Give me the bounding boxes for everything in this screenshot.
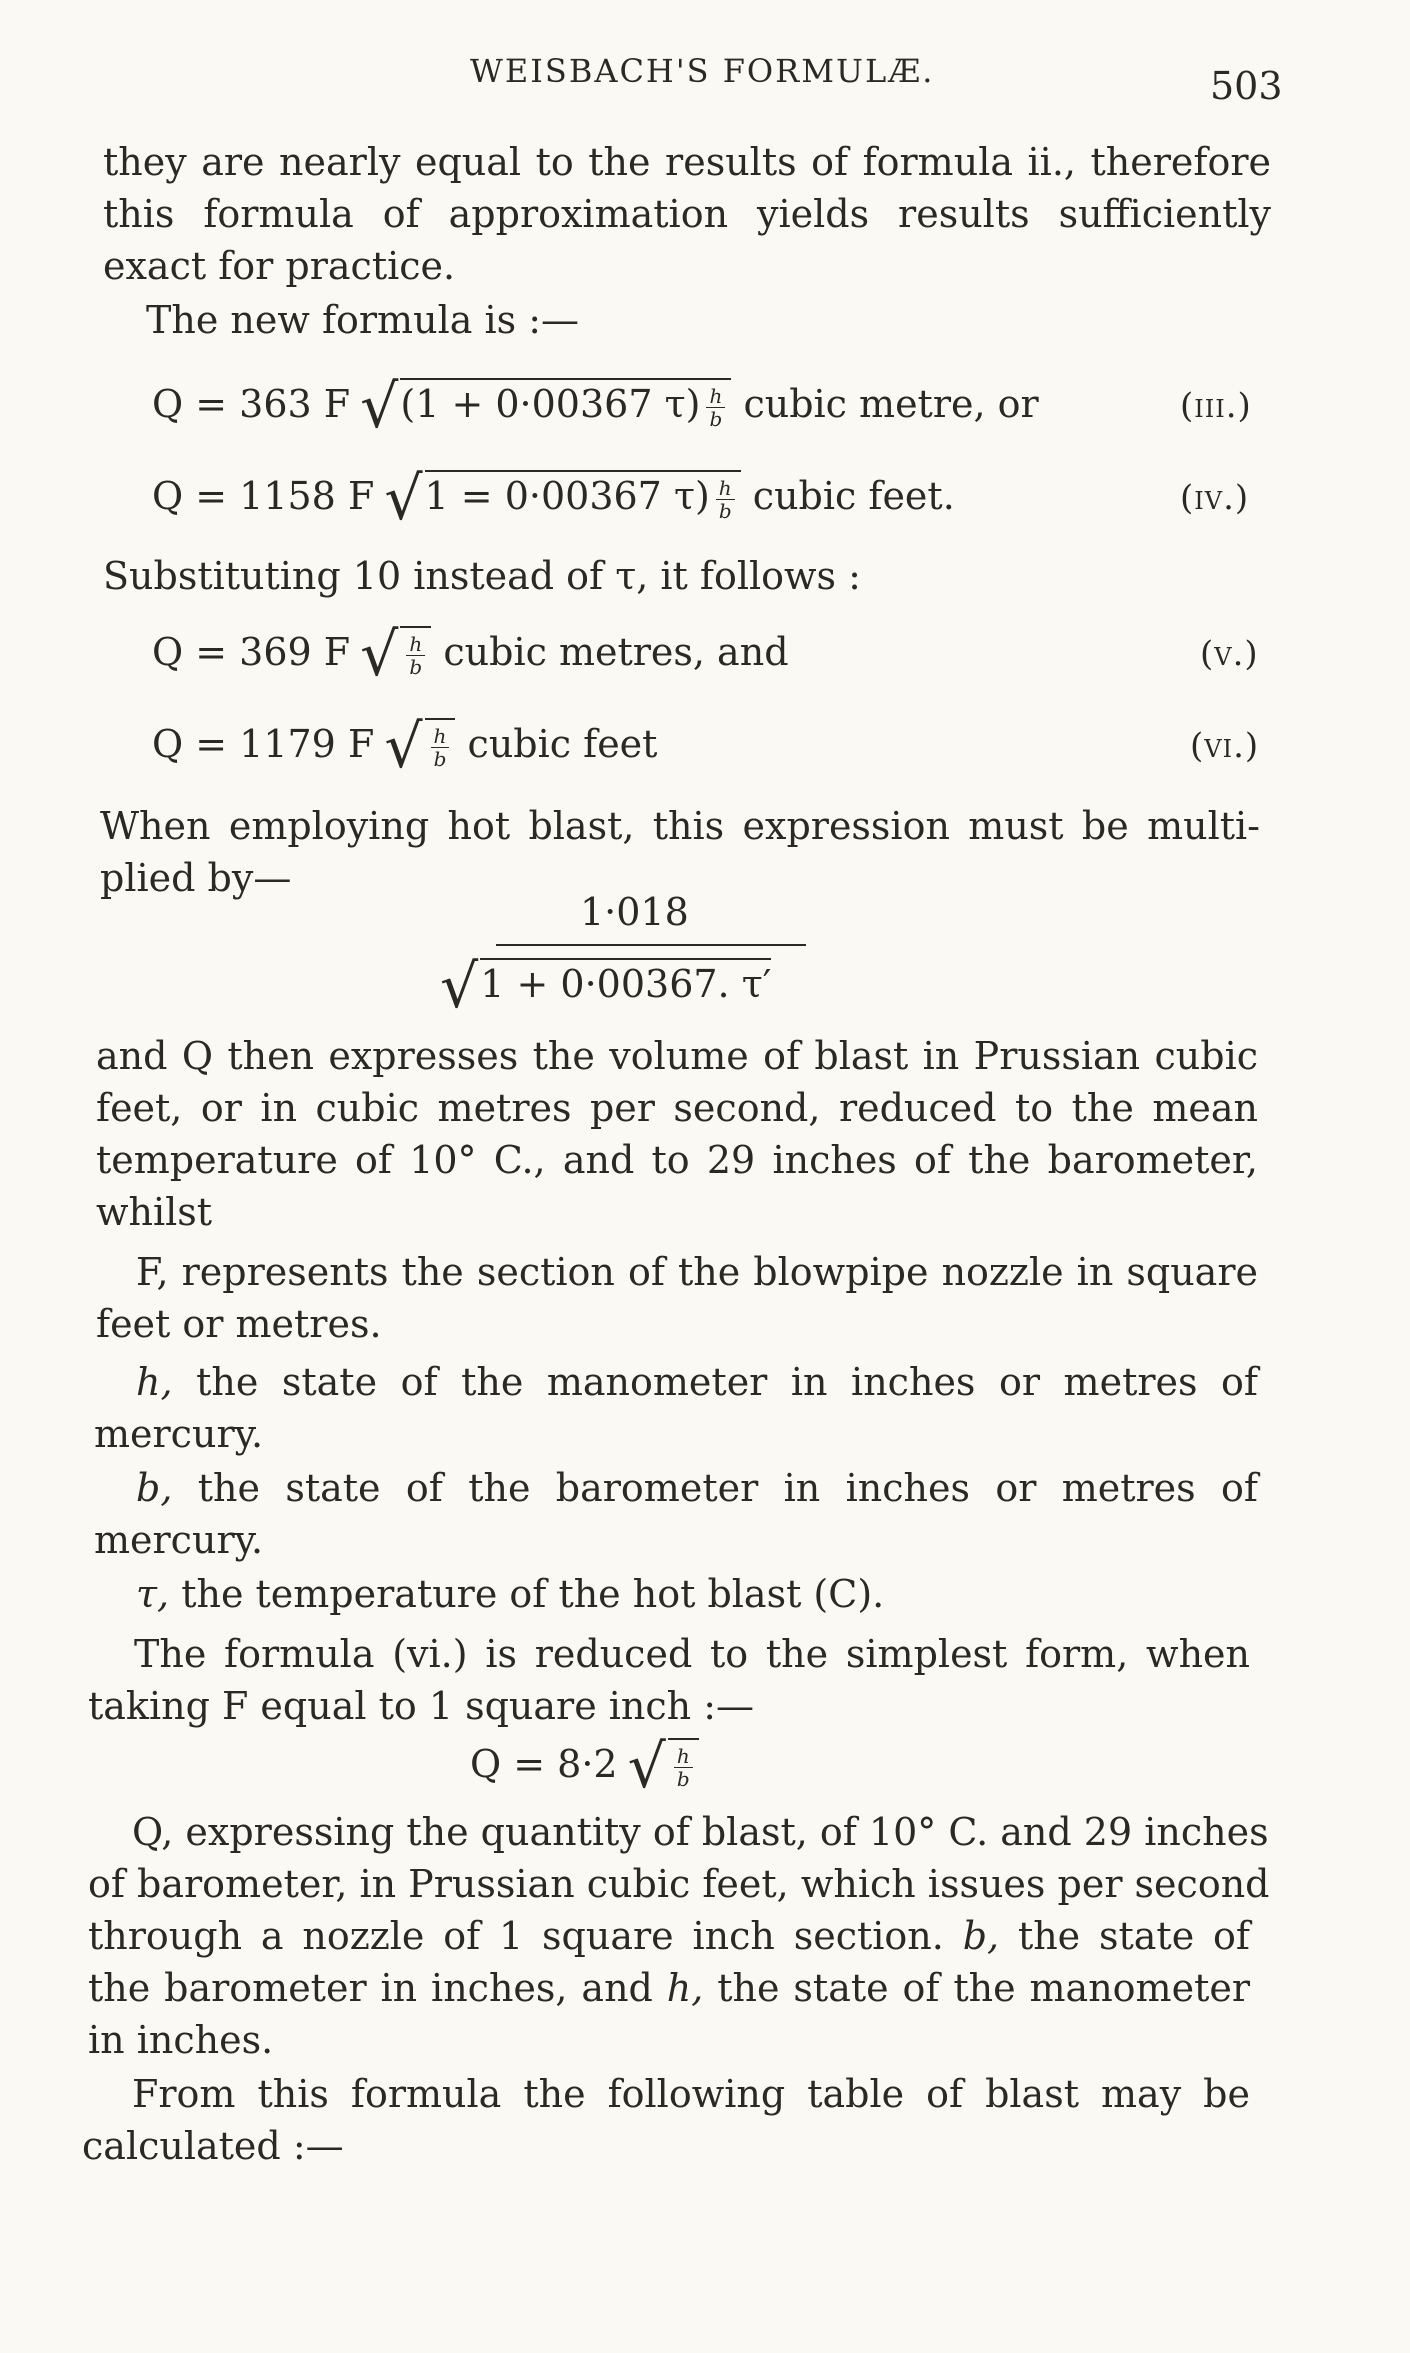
- q-expressing-line-4: the barometer in inches, and h, the state of the manometer: [88, 1966, 1250, 2010]
- definition-f-line-1: F, represents the section of the blowpipe nozzle in square: [136, 1250, 1258, 1294]
- equation-v-lhs: Q = 369 F: [152, 630, 351, 674]
- definition-b-line-1: b, the state of the barometer in inches or metres of: [136, 1466, 1258, 1510]
- page-number: 503: [1210, 64, 1283, 108]
- multiplier-denominator: [430, 952, 771, 1022]
- new-formula-label: The new formula is :—: [146, 298, 579, 342]
- reduced-line-2: taking F equal to 1 square inch :—: [88, 1684, 755, 1728]
- intro-line-2: this formula of approximation yields results sufficiently: [103, 192, 1271, 236]
- h-over-b-fraction: $\frac{h}{b}$: [706, 385, 725, 430]
- equation-iii: [152, 372, 1039, 442]
- h-over-b-fraction: $\frac{h}{b}$: [431, 725, 450, 770]
- equation-iii-lhs: Q = 363 F: [152, 382, 351, 426]
- equation-vi-unit: cubic feet: [467, 722, 658, 766]
- equation-vi-radicand: [425, 718, 456, 771]
- h-over-b-fraction: $\frac{h}{b}$: [406, 633, 425, 678]
- and-q-paragraph: [96, 1030, 1258, 1238]
- hot-blast-line-2: plied by—: [100, 856, 292, 900]
- q-expressing-paragraph: [88, 1806, 1270, 2066]
- radical-sign-icon: √: [627, 1732, 666, 1802]
- symbol-tau: τ,: [136, 1572, 170, 1616]
- from-formula-line-2: calculated :—: [82, 2124, 344, 2168]
- symbol-b: b,: [136, 1466, 173, 1510]
- radical-sign-icon: √: [440, 952, 479, 1022]
- equation-iv-lhs: Q = 1158 F: [152, 474, 375, 518]
- h-over-b-fraction: $\frac{h}{b}$: [716, 477, 735, 522]
- multiplier-fraction-bar: [496, 944, 806, 946]
- intro-line-3: exact for practice.: [103, 244, 456, 288]
- substituting-line: Substituting 10 instead of τ, it follows :: [103, 554, 861, 598]
- equation-iv-unit: cubic feet.: [752, 474, 955, 518]
- running-head: WEISBACH'S FORMULÆ.: [470, 52, 935, 90]
- equation-iv-radicand: 1 = 0·00367 τ) $\frac{h}{b}$: [425, 470, 741, 518]
- simple-equation-lhs: Q = 8·2: [470, 1742, 618, 1786]
- multiplier-numerator: 1·018: [580, 890, 689, 934]
- and-q-line-1: and Q then expresses the volume of blast in Prussian cubic: [96, 1034, 1258, 1078]
- equation-vi-lhs: Q = 1179 F: [152, 722, 375, 766]
- radical-sign-icon: √: [384, 712, 423, 782]
- from-formula-line-1: From this formula the following table of blast may be: [132, 2072, 1250, 2116]
- definition-f-line-2: feet or metres.: [96, 1302, 382, 1346]
- definition-f: [96, 1246, 1258, 1350]
- q-expressing-line-1: Q, expressing the quantity of blast, of 10° C. and 29 inches: [132, 1810, 1269, 1854]
- equation-number-v: (v.): [1200, 634, 1259, 674]
- multiplier-radicand: 1 + 0·00367. τ′: [480, 958, 771, 1006]
- definition-tau: τ, the temperature of the hot blast (C).: [136, 1572, 885, 1616]
- q-expressing-line-5: in inches.: [88, 2018, 274, 2062]
- hot-blast-line-1: When employing hot blast, this expression must be multi-: [100, 804, 1260, 848]
- and-q-line-4: whilst: [96, 1190, 213, 1234]
- equation-v-radicand: [400, 626, 431, 679]
- q-expressing-line-3: through a nozzle of 1 square inch section. b, the state of: [88, 1914, 1250, 1958]
- radical-sign-icon: √: [360, 372, 399, 442]
- intro-paragraph: [103, 136, 1271, 292]
- radical-sign-icon: √: [360, 620, 399, 690]
- h-over-b-fraction: $\frac{h}{b}$: [674, 1745, 693, 1790]
- equation-v-unit: cubic metres, and: [443, 630, 789, 674]
- definition-h-line-2: mercury.: [94, 1412, 264, 1456]
- reduced-paragraph: [88, 1628, 1250, 1732]
- symbol-b: b,: [962, 1914, 1000, 1958]
- equation-v: [152, 620, 789, 690]
- and-q-line-2: feet, or in cubic metres per second, reduced to the mean: [96, 1086, 1258, 1130]
- equation-iii-radicand: (1 + 0·00367 τ) $\frac{h}{b}$: [400, 378, 731, 426]
- reduced-line-1: The formula (vi.) is reduced to the simplest form, when: [134, 1632, 1250, 1676]
- from-formula-paragraph: [82, 2068, 1250, 2172]
- equation-number-iii: (iii.): [1180, 386, 1252, 426]
- hot-blast-paragraph: [100, 800, 1260, 904]
- equation-number-vi: (vi.): [1190, 726, 1260, 766]
- intro-line-1: they are nearly equal to the results of formula ii., therefore: [103, 140, 1271, 184]
- simple-equation: [470, 1732, 699, 1802]
- equation-iii-unit: cubic metre, or: [743, 382, 1039, 426]
- q-expressing-line-2: of barometer, in Prussian cubic feet, which issues per second: [88, 1862, 1270, 1906]
- equation-vi: [152, 712, 657, 782]
- and-q-line-3: temperature of 10° C., and to 29 inches of the barometer,: [96, 1138, 1258, 1182]
- definition-b: [94, 1462, 1258, 1566]
- definition-h-line-1: h, the state of the manometer in inches or metres of: [136, 1360, 1258, 1404]
- definition-b-line-2: mercury.: [94, 1518, 264, 1562]
- equation-iv: [152, 464, 955, 534]
- radical-sign-icon: √: [384, 464, 423, 534]
- definition-h: [94, 1356, 1258, 1460]
- equation-number-iv: (iv.): [1180, 478, 1250, 518]
- simple-equation-radicand: [668, 1738, 699, 1791]
- symbol-h: h,: [136, 1360, 173, 1404]
- symbol-h: h,: [666, 1966, 704, 2010]
